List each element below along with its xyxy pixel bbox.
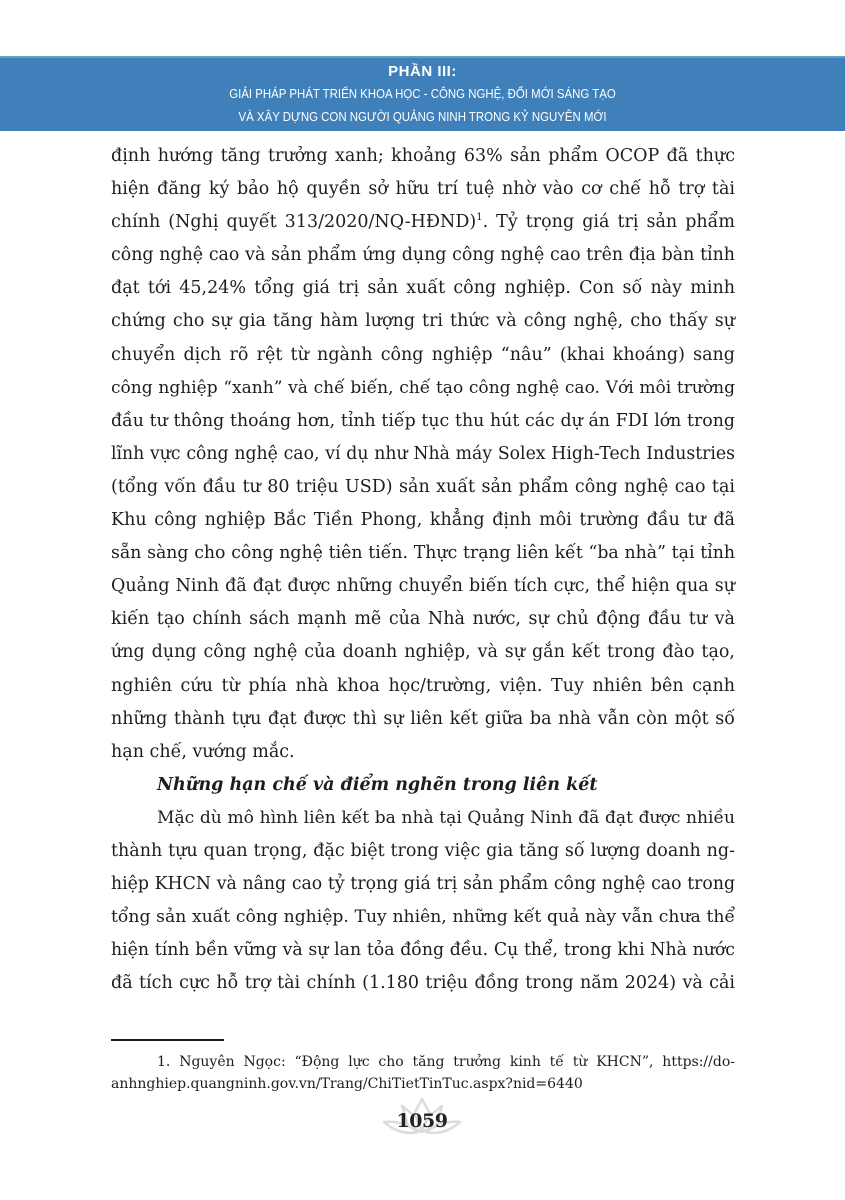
part-subtitle-line-1: GIẢI PHÁP PHÁT TRIỂN KHOA HỌC - CÔNG NGHỆ, ĐỔI MỚI SÁNG TẠO	[229, 86, 616, 101]
part-subtitle-line-2: VÀ XÂY DỰNG CON NGƯỜI QUẢNG NINH TRONG KỶ NGUYÊN MỚI	[238, 109, 607, 124]
text-line: lĩnh vực công nghệ cao, ví dụ như Nhà máy Solex High-Tech Industries	[111, 443, 735, 464]
section-heading: Những hạn chế và điểm nghẽn trong liên kết	[157, 774, 598, 795]
footnote-reference[interactable]: 1	[476, 212, 483, 224]
text-line: đầu tư thông thoáng hơn, tỉnh tiếp tục thu hút các dự án FDI lớn trong	[111, 410, 735, 431]
text-line-with-footnote	[111, 206, 735, 239]
body-text	[111, 140, 735, 1000]
part-title: PHẦN III:	[388, 63, 457, 80]
text-line: công nghệ cao và sản phẩm ứng dụng công nghệ cao trên địa bàn tỉnh	[111, 245, 735, 266]
text-line: sẵn sàng cho công nghệ tiên tiến. Thực trạng liên kết “ba nhà” tại tỉnh	[111, 543, 735, 564]
text-line: những thành tựu đạt được thì sự liên kết giữa ba nhà vẫn còn một số	[111, 708, 735, 729]
page-number: 1059	[396, 1110, 448, 1132]
text-line: kiến tạo chính sách mạnh mẽ của Nhà nước, sự chủ động đầu tư và	[111, 609, 735, 630]
footnote	[111, 1051, 735, 1095]
page-number-area	[372, 1096, 472, 1146]
footnote-line: anhnghiep.quangninh.gov.vn/Trang/ChiTietTinTuc.aspx?nid=6440	[111, 1076, 583, 1092]
text-line: chứng cho sự gia tăng hàm lượng tri thức và công nghệ, cho thấy sự	[111, 311, 735, 332]
text-line: hiện tính bền vững và sự lan tỏa đồng đều. Cụ thể, trong khi Nhà nước	[111, 940, 735, 961]
text-line: Khu công nghiệp Bắc Tiền Phong, khẳng định môi trường đầu tư đã	[111, 510, 735, 531]
text-fragment: chính (Nghị quyết 313/2020/NQ-HĐND)	[111, 212, 477, 233]
text-line: chuyển dịch rõ rệt từ ngành công nghiệp “nâu” (khai khoáng) sang	[111, 344, 735, 365]
text-line: tổng sản xuất công nghiệp. Tuy nhiên, những kết quả này vẫn chưa thể	[111, 907, 735, 928]
footnote-line: 1. Nguyên Ngọc: “Động lực cho tăng trưởng kinh tế từ KHCN”, https://do-	[157, 1054, 735, 1070]
text-line: định hướng tăng trưởng xanh; khoảng 63% sản phẩm OCOP đã thực	[111, 146, 735, 166]
text-line: ứng dụng công nghệ của doanh nghiệp, và sự gắn kết trong đào tạo,	[111, 642, 735, 663]
text-line: đã tích cực hỗ trợ tài chính (1.180 triệu đồng trong năm 2024) và cải	[111, 973, 735, 994]
text-line: công nghiệp “xanh” và chế biến, chế tạo công nghệ cao. Với môi trường	[111, 377, 735, 398]
footnote-divider	[111, 1039, 224, 1041]
text-fragment: . Tỷ trọng giá trị sản phẩm	[482, 212, 735, 233]
text-line: hạn chế, vướng mắc.	[111, 741, 295, 762]
text-line: (tổng vốn đầu tư 80 triệu USD) sản xuất sản phẩm công nghệ cao tại	[111, 476, 735, 497]
text-line: đạt tới 45,24% tổng giá trị sản xuất công nghiệp. Con số này minh	[111, 278, 735, 299]
text-line: hiện đăng ký bảo hộ quyền sở hữu trí tuệ nhờ vào cơ chế hỗ trợ tài	[111, 179, 735, 200]
text-line: thành tựu quan trọng, đặc biệt trong việc gia tăng số lượng doanh ng-	[111, 840, 735, 861]
text-line: Mặc dù mô hình liên kết ba nhà tại Quảng Ninh đã đạt được nhiều	[157, 807, 735, 828]
text-line: nghiên cứu từ phía nhà khoa học/trường, viện. Tuy nhiên bên cạnh	[111, 675, 735, 696]
section-header-band	[0, 56, 845, 131]
text-line: hiệp KHCN và nâng cao tỷ trọng giá trị sản phẩm công nghệ cao trong	[111, 874, 735, 895]
text-line: Quảng Ninh đã đạt được những chuyển biến tích cực, thể hiện qua sự	[111, 576, 735, 597]
